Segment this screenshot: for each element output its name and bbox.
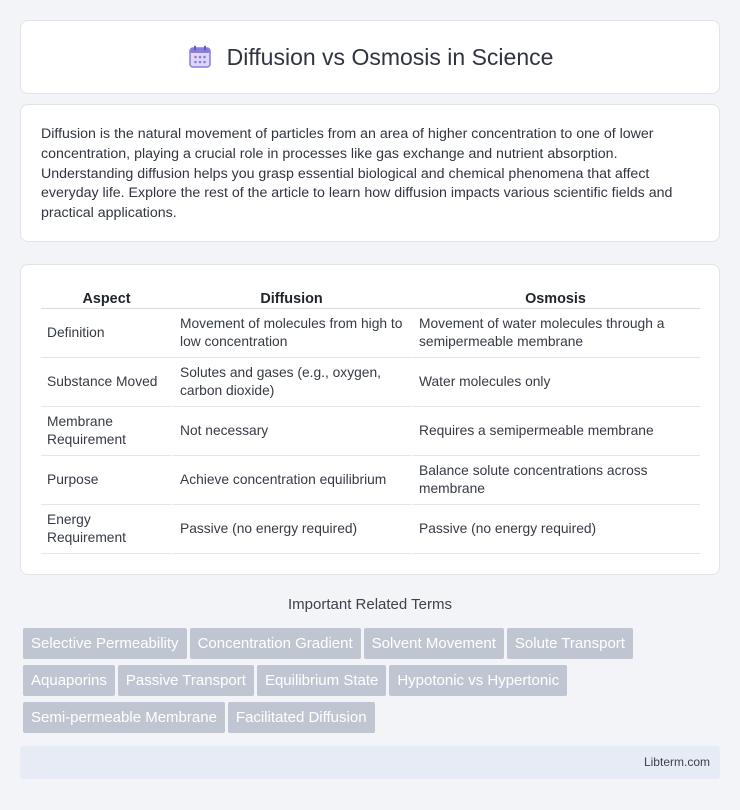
table-row [41,456,700,505]
column-header-diffusion: Diffusion [172,285,411,309]
page-title: Diffusion vs Osmosis in Science [226,43,554,70]
table-row [41,358,700,407]
table-cell: Energy Requirement [41,505,172,554]
related-term-tag[interactable]: Passive Transport [118,665,254,696]
table-row [41,309,700,358]
table-row [41,407,700,456]
related-term-tag[interactable]: Solute Transport [507,628,633,659]
footer [20,746,720,779]
related-term-tag[interactable]: Solvent Movement [364,628,504,659]
table-cell: Movement of molecules from high to low concentration [172,309,411,358]
table-cell: Definition [41,309,172,358]
table-cell: Movement of water molecules through a semipermeable membrane [411,309,700,358]
table-cell: Water molecules only [411,358,700,407]
related-term-tag[interactable]: Hypotonic vs Hypertonic [389,665,567,696]
column-header-aspect: Aspect [41,285,172,309]
related-term-tag[interactable]: Selective Permeability [23,628,187,659]
table-cell: Membrane Requirement [41,407,172,456]
table-cell: Achieve concentration equilibrium [172,456,411,505]
table-cell: Substance Moved [41,358,172,407]
related-term-tag[interactable]: Concentration Gradient [190,628,361,659]
footer-site-link[interactable]: Libterm.com [643,755,710,769]
table-cell: Passive (no energy required) [172,505,411,554]
table-cell: Purpose [41,456,172,505]
related-term-tag[interactable]: Facilitated Diffusion [228,702,375,733]
table-cell: Not necessary [172,407,411,456]
table-cell: Solutes and gases (e.g., oxygen, carbon dioxide) [172,358,411,407]
related-terms-list [23,628,723,739]
related-term-tag[interactable]: Equilibrium State [257,665,386,696]
intro-paragraph: Diffusion is the natural movement of particles from an area of higher concentration to one of lower concentration, playing a crucial role in processes like gas exchange and nutrient absorption. Understanding diffusion helps you grasp essential biological and chemical phenomena that affect everyday life. Explore the rest of the article to learn how diffusion impacts various scientific fields and practical applications. [41,126,673,222]
column-header-osmosis: Osmosis [411,285,700,309]
related-term-tag[interactable]: Aquaporins [23,665,115,696]
header-card [20,20,720,94]
calendar-icon [187,44,213,70]
intro-card [20,104,720,242]
table-row [41,505,700,554]
related-terms-heading: Important Related Terms [288,596,452,613]
related-term-tag[interactable]: Semi-permeable Membrane [23,702,225,733]
table-header-row [41,285,700,309]
table-cell: Balance solute concentrations across membrane [411,456,700,505]
comparison-table-card [20,264,720,575]
table-cell: Requires a semipermeable membrane [411,407,700,456]
table-cell: Passive (no energy required) [411,505,700,554]
comparison-table [41,285,700,554]
